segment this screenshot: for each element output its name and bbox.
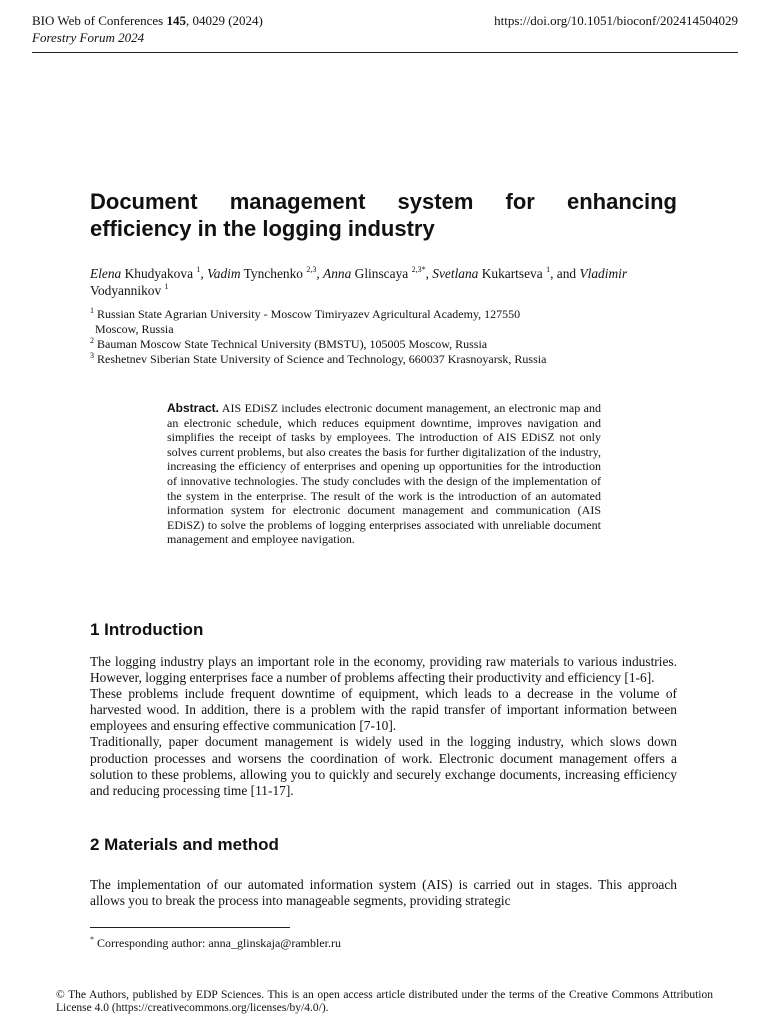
paragraph: These problems include frequent downtime of equipment, which leads to a decrease in the volume of harvested wood. In addition, there is a problem with the rapid transfer of important information between employees and ensuring effective communication [7-10].	[90, 686, 677, 734]
paper-title: Document management system for enhancing efficiency in the logging industry	[90, 189, 677, 241]
section-heading-introduction: 1 Introduction	[90, 620, 204, 639]
running-header-left	[32, 12, 263, 46]
introduction-body	[90, 654, 677, 799]
affiliation: $^1$ Russian State Agrarian University - Moscow Timiryazev Agricultural Academy, 127550 Moscow, Russia	[90, 306, 521, 336]
affiliation: $^2$ Bauman Moscow State Technical University (BMSTU), 105005 Moscow, Russia	[90, 336, 488, 351]
abstract-text: AIS EDiSZ includes electronic document management, an electronic map and an electronic schedule, which reduces equipment downtime, improves navigation and simplifies the receipt of tasks by employees. The introduction of AIS EDiSZ not only solves current problems, but also creates the basis for further digitalization of the industry, increasing the efficiency of enterprises and opening up opportunities for the introduction of innovative technologies. The study concludes with the design of the implementation of the system in the enterprise. The result of the work is the introduction of an automated information system for electronic document management and communication (AIS EDiSZ) to solve the problems of logging enterprises associated with unreliable document management and employee navigation.	[167, 401, 601, 547]
paragraph: Traditionally, paper document management is widely used in the logging industry, which slows down production processes and worsens the coordination of work. Electronic document management offers a solution to these problems, allowing you to quickly and securely exchange documents, increasing efficiency and reducing processing time [11-17].	[90, 734, 677, 798]
author: Elena Khudyakova $^1$,	[90, 265, 208, 281]
author: Anna Glinscaya $^{2,3*}$,	[323, 265, 433, 281]
corresponding-author-footnote: * Corresponding author: anna_glinskaja@rambler.ru	[90, 935, 341, 950]
header-divider	[32, 52, 738, 53]
affiliation-list	[90, 307, 650, 367]
doi-link[interactable]: https://doi.org/10.1051/bioconf/202414504029	[494, 13, 738, 28]
footnote-divider	[90, 927, 290, 928]
journal-citation: BIO Web of Conferences 145, 04029 (2024)	[32, 13, 263, 28]
author: Svetlana Kukartseva $^1$, and	[432, 265, 580, 281]
paragraph: The implementation of our automated information system (AIS) is carried out in stages. This approach allows you to break the process into manageable segments, providing strategic	[90, 877, 677, 909]
abstract-label: Abstract.	[167, 401, 220, 415]
conference-name: Forestry Forum 2024	[32, 30, 145, 45]
abstract	[167, 401, 601, 547]
author: Vadim Tynchenko $^{2,3}$,	[207, 265, 324, 281]
section-heading-materials-and-method: 2 Materials and method	[90, 835, 279, 854]
affiliation: $^3$ Reshetnev Siberian State University of Science and Technology, 660037 Krasnoyarsk, Russia	[90, 351, 547, 366]
paragraph: The logging industry plays an important role in the economy, providing raw materials to various industries. However, logging enterprises face a number of problems affecting their productivity and efficiency [1-6].	[90, 654, 677, 686]
author-list	[90, 265, 678, 299]
materials-method-body	[90, 877, 677, 909]
license-notice: © The Authors, published by EDP Sciences. This is an open access article distributed under the terms of the Creative Commons Attribution License 4.0 (https://creativecommons.org/licenses/by/4.0/).	[56, 989, 713, 1014]
author: Vladimir Vodyannikov $^1$	[90, 266, 628, 298]
journal-volume: 145	[166, 13, 186, 28]
